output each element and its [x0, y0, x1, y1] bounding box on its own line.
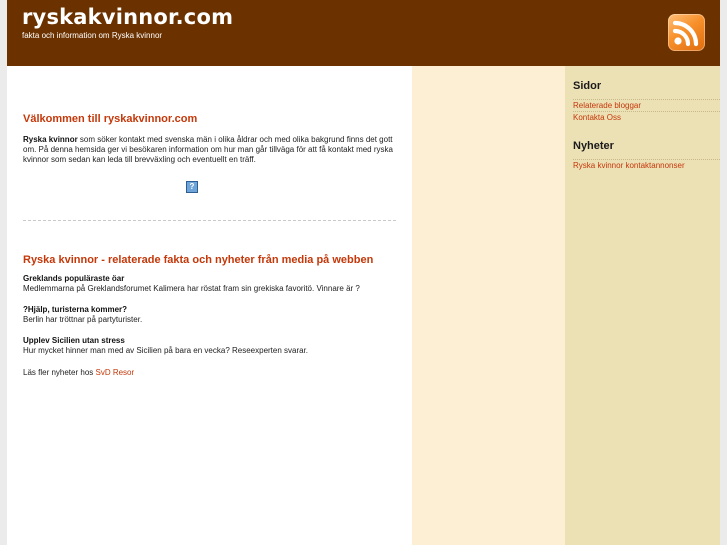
sidebar-news-heading: Nyheter: [573, 140, 614, 152]
news-item-title: ?Hjälp, turisterna kommer?: [23, 305, 128, 314]
site-header: [7, 0, 720, 66]
rss-feed-icon[interactable]: [668, 14, 705, 51]
news-item-summary: Berlin har tröttnar på partyturister.: [23, 315, 143, 324]
section-divider: [23, 220, 396, 221]
sidebar-pages-list: [573, 99, 720, 123]
news-item: [23, 336, 403, 356]
more-news-line: [23, 368, 134, 377]
news-item-title: Upplev Sicilien utan stress: [23, 336, 125, 345]
news-heading: Ryska kvinnor - relaterade fakta och nyheter från media på webben: [23, 254, 374, 266]
news-item-summary: Medlemmarna på Greklandsforumet Kalimera har röstat fram sin grekiska favoritö. Vinnare är ?: [23, 284, 360, 293]
sidebar-pages-heading: Sidor: [573, 80, 602, 92]
sidebar-link-contact[interactable]: Kontakta Oss: [573, 111, 720, 123]
intro-bold-term: Ryska kvinnor: [23, 135, 78, 144]
site-description: fakta och information om Ryska kvinnor: [22, 31, 163, 40]
welcome-heading: Välkommen till ryskakvinnor.com: [23, 113, 198, 125]
intro-text: som söker kontakt med svenska män i olika åldrar och med olika bakgrund finns det gott om. På denna hemsida ger vi besökaren information om hur man går tillväga för att få kontakt med ryska kvinnor som sedan kan leda till brevväxling och eventuellt en träff.: [23, 135, 393, 164]
intro-paragraph: [23, 135, 403, 165]
news-item-title: Greklands populäraste öar: [23, 274, 125, 283]
sidebar-news-list: [573, 159, 720, 171]
news-item: [23, 274, 403, 294]
news-item: [23, 305, 403, 325]
rss-glyph-icon: [668, 14, 705, 51]
sidebar-link-related-blogs[interactable]: Relaterade bloggar: [573, 99, 720, 111]
sidebar: [565, 66, 720, 545]
more-news-prefix: Läs fler nyheter hos: [23, 368, 96, 377]
middle-column: [412, 66, 565, 545]
news-item-summary: Hur mycket hinner man med av Sicilien på bara en vecka? Reseexperten svarar.: [23, 346, 309, 355]
svd-resor-link[interactable]: SvD Resor: [95, 368, 135, 377]
page: [7, 0, 720, 545]
broken-image-placeholder-icon: ?: [186, 181, 198, 193]
sidebar-link-contact-ads[interactable]: Ryska kvinnor kontaktannonser: [573, 159, 720, 171]
site-title-link[interactable]: ryskakvinnor.com: [22, 5, 234, 29]
